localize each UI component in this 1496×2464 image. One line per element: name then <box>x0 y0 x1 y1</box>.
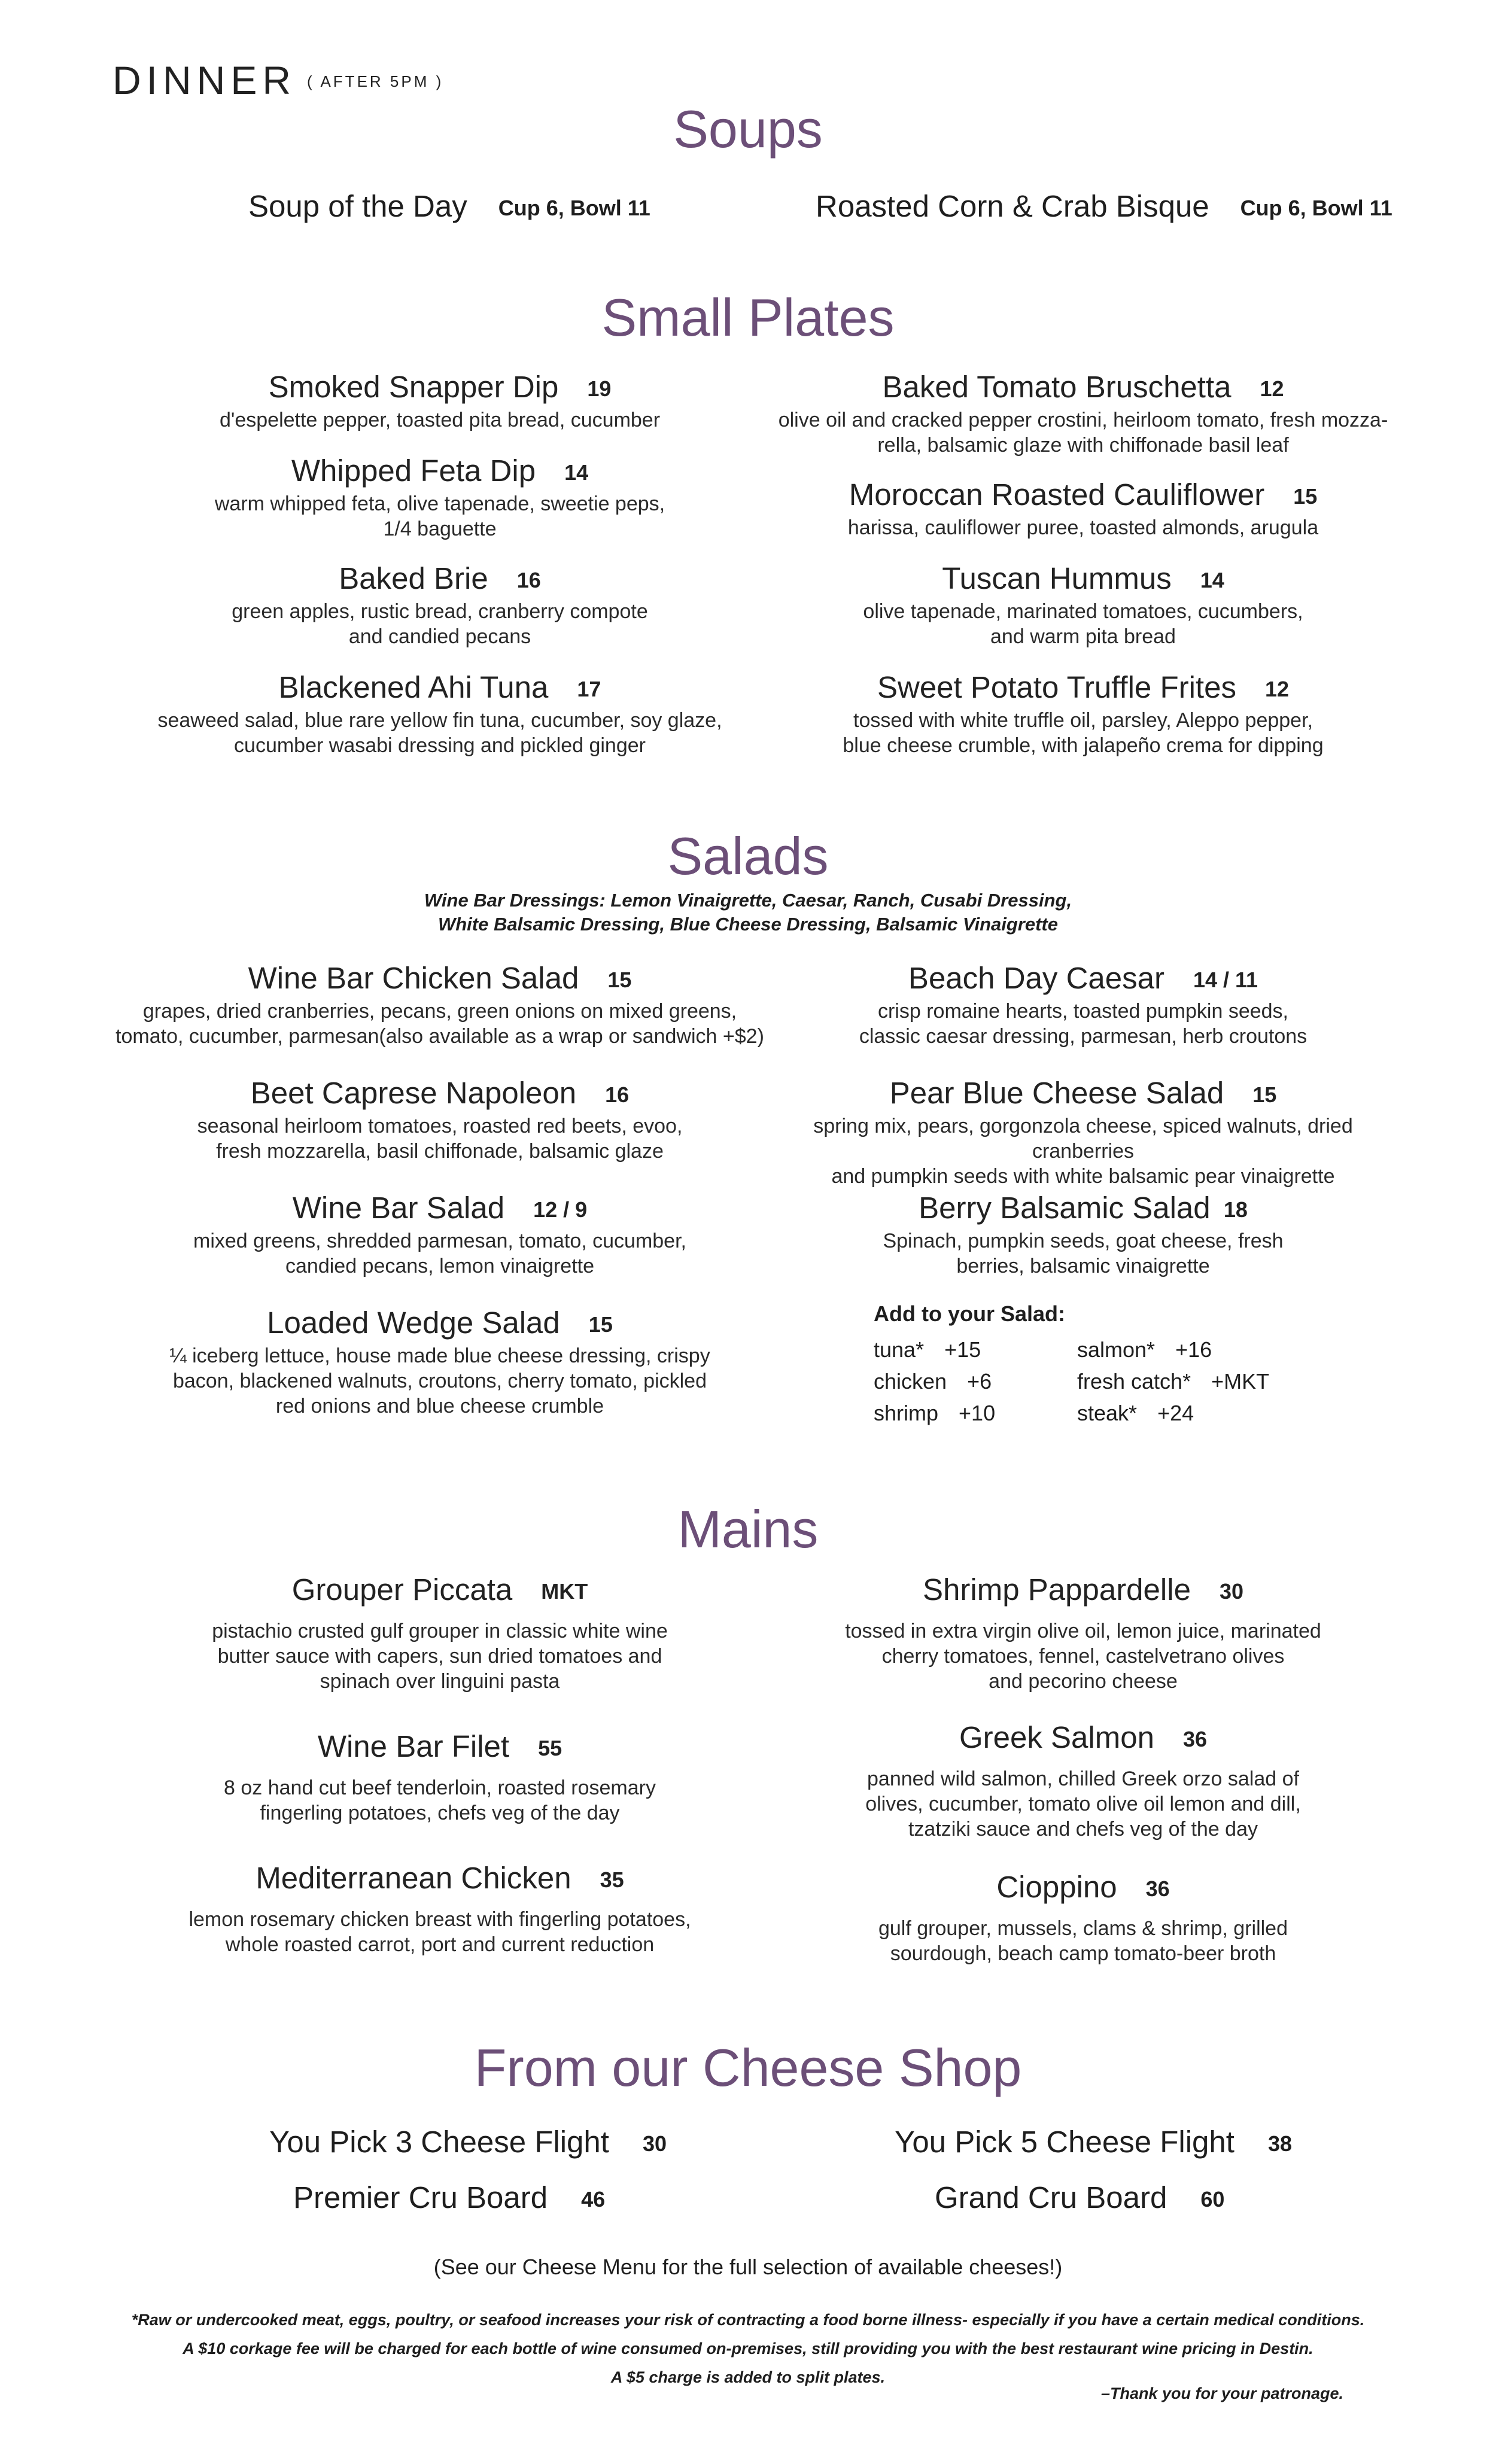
item-name: Tuscan Hummus <box>942 561 1172 595</box>
item-description: mixed greens, shredded parmesan, tomato, cucumber, candied pecans, lemon vinaigrette <box>193 1230 686 1277</box>
item-title <box>760 961 1406 997</box>
item-description: seaweed salad, blue rare yellow fin tuna, cucumber, soy glaze, cucumber wasabi dressing and pickled ginger <box>157 709 722 757</box>
item-name: You Pick 3 Cheese Flight <box>269 2125 609 2159</box>
item-price: 14 <box>564 460 589 485</box>
item-price: MKT <box>541 1579 588 1604</box>
item-price: 19 <box>587 376 612 401</box>
item-title <box>760 477 1406 514</box>
addon-price: +15 <box>944 1337 981 1362</box>
menu-item <box>108 454 772 542</box>
item-name: Baked Tomato Bruschetta <box>882 370 1232 404</box>
menu-item <box>108 561 772 649</box>
item-title <box>108 454 772 490</box>
item-title <box>108 1729 772 1766</box>
item-description: tossed with white truffle oil, parsley, Aleppo pepper, blue cheese crumble, with jalapeño crema for dipping <box>843 709 1324 757</box>
item-name: Beet Caprese Napoleon <box>250 1076 577 1110</box>
item-name: Wine Bar Salad <box>292 1191 505 1225</box>
item-price: 38 <box>1267 2131 1292 2156</box>
item-name: Wine Bar Chicken Salad <box>248 961 579 995</box>
item-name: Cioppino <box>996 1870 1117 1904</box>
item-title <box>108 561 772 598</box>
item-title <box>760 1572 1406 1609</box>
footer-corkage: A $10 corkage fee will be charged for each bottle of wine consumed on-premises, still providing you with the best restaurant wine pricing in Destin. <box>183 2340 1313 2357</box>
menu-item <box>760 961 1406 1049</box>
addon-name: tuna* <box>874 1337 925 1362</box>
item-price: Cup 6, Bowl 11 <box>1240 196 1392 220</box>
menu-subtitle: ( AFTER 5PM ) <box>307 72 444 90</box>
section-title-cheese: From our Cheese Shop <box>474 2038 1022 2097</box>
item-description: olive tapenade, marinated tomatoes, cucumbers, and warm pita bread <box>863 600 1303 648</box>
cheese-item <box>293 2180 605 2215</box>
item-price: 12 / 9 <box>533 1197 588 1222</box>
item-name: Pear Blue Cheese Salad <box>889 1076 1224 1110</box>
addon-price: +16 <box>1175 1337 1212 1362</box>
item-name: Loaded Wedge Salad <box>267 1306 560 1340</box>
item-price: 30 <box>1219 1579 1243 1604</box>
item-title <box>108 1861 772 1897</box>
menu-item <box>108 1306 772 1419</box>
addon-name: shrimp <box>874 1401 939 1425</box>
item-name: Roasted Corn & Crab Bisque <box>816 189 1209 223</box>
item-price: 60 <box>1200 2187 1225 2211</box>
item-description: green apples, rustic bread, cranberry compote and candied pecans <box>232 600 648 648</box>
cheese-item <box>935 2180 1224 2215</box>
addon-name: chicken <box>874 1369 947 1394</box>
item-name: Blackened Ahi Tuna <box>278 670 549 704</box>
item-price: 15 <box>1252 1082 1277 1107</box>
item-title <box>108 1306 772 1342</box>
item-name: Beach Day Caesar <box>908 961 1164 995</box>
menu-item <box>108 670 772 758</box>
item-price: 36 <box>1145 1876 1170 1901</box>
addon-item <box>874 1337 981 1362</box>
item-description: warm whipped feta, olive tapenade, sweetie peps, 1/4 baguette <box>214 492 665 540</box>
item-title <box>108 961 772 997</box>
item-price: 35 <box>600 1867 624 1892</box>
item-description: harissa, cauliflower puree, toasted almonds, arugula <box>847 516 1319 539</box>
item-description: pistachio crusted gulf grouper in classic white wine butter sauce with capers, sun dried tomatoes and spinach over linguini pasta <box>212 1620 668 1693</box>
menu-item <box>760 1076 1406 1189</box>
footer-disclaimer: *Raw or undercooked meat, eggs, poultry, or seafood increases your risk of contracting a food borne illness- especially if you have a certain medical conditions. <box>131 2311 1365 2329</box>
item-title <box>108 370 772 406</box>
section-title-mains: Mains <box>677 1499 819 1559</box>
item-title <box>108 1076 772 1112</box>
item-name: Whipped Feta Dip <box>291 454 536 488</box>
menu-item <box>108 1861 772 1957</box>
addon-name: fresh catch* <box>1077 1369 1191 1394</box>
addon-price: +10 <box>959 1401 996 1425</box>
item-price: 14 <box>1200 568 1224 592</box>
addon-price: +MKT <box>1211 1369 1270 1394</box>
item-title <box>108 670 772 707</box>
item-name: You Pick 5 Cheese Flight <box>895 2125 1234 2159</box>
item-price: 15 <box>1293 484 1318 509</box>
item-description: panned wild salmon, chilled Greek orzo salad of olives, cucumber, tomato olive oil lemon and dill, tzatziki sauce and chefs veg of the day <box>865 1768 1301 1841</box>
item-price: 15 <box>607 968 632 992</box>
item-name: Premier Cru Board <box>293 2180 548 2214</box>
item-description: crisp romaine hearts, toasted pumpkin seeds, classic caesar dressing, parmesan, herb croutons <box>859 1000 1308 1048</box>
item-title <box>760 370 1406 406</box>
item-name: Moroccan Roasted Cauliflower <box>849 477 1265 512</box>
addon-item <box>874 1369 992 1394</box>
menu-item <box>760 477 1406 540</box>
section-title-soups: Soups <box>673 99 823 159</box>
item-title <box>760 670 1406 707</box>
item-title <box>760 1870 1406 1906</box>
menu-item <box>760 670 1406 758</box>
item-name: Shrimp Pappardelle <box>923 1572 1191 1607</box>
menu-item <box>760 370 1406 458</box>
menu-item <box>108 1572 772 1694</box>
item-name: Grouper Piccata <box>291 1572 513 1607</box>
addon-item <box>1077 1369 1269 1394</box>
item-price: 30 <box>642 2131 667 2156</box>
item-name: Smoked Snapper Dip <box>268 370 559 404</box>
item-price: 12 <box>1260 376 1284 401</box>
item-description: ¼ iceberg lettuce, house made blue cheese dressing, crispy bacon, blackened walnuts, croutons, cherry tomato, pickled red onions and blue cheese crumble <box>169 1344 710 1417</box>
menu-title: DINNER <box>112 58 297 102</box>
item-description: olive oil and cracked pepper crostini, heirloom tomato, fresh mozza- rella, balsamic glaze with chiffonade basil leaf <box>778 409 1388 457</box>
item-name: Baked Brie <box>339 561 488 595</box>
item-title <box>760 1191 1406 1227</box>
item-title <box>108 1191 772 1227</box>
item-title <box>760 561 1406 598</box>
item-price: 16 <box>605 1082 630 1107</box>
item-price: 12 <box>1264 677 1290 701</box>
menu-item <box>760 561 1406 649</box>
item-price: 36 <box>1182 1727 1208 1751</box>
addon-item <box>874 1401 995 1426</box>
footer-thanks: –Thank you for your patronage. <box>1100 2384 1343 2402</box>
menu-item <box>108 1729 772 1826</box>
item-price: 14 / 11 <box>1193 968 1258 992</box>
addons-title: Add to your Salad: <box>874 1301 1066 1326</box>
item-price: 18 <box>1223 1197 1248 1222</box>
dressings-line: Wine Bar Dressings: Lemon Vinaigrette, Caesar, Ranch, Cusabi Dressing, <box>424 890 1072 911</box>
item-description: lemon rosemary chicken breast with fingerling potatoes, whole roasted carrot, port and current reduction <box>188 1908 691 1956</box>
menu-item <box>108 370 772 433</box>
menu-item <box>760 1572 1406 1694</box>
item-title <box>760 1076 1406 1112</box>
menu-header <box>112 57 443 103</box>
item-price: Cup 6, Bowl 11 <box>498 196 650 220</box>
soup-item <box>816 188 1392 224</box>
menu-item <box>108 961 772 1049</box>
item-name: Soup of the Day <box>248 189 467 223</box>
menu-item <box>760 1720 1406 1842</box>
addon-name: steak* <box>1077 1401 1138 1425</box>
item-description: grapes, dried cranberries, pecans, green onions on mixed greens, tomato, cucumber, parmesan(also available as a wrap or sandwich +$2) <box>115 1000 764 1048</box>
item-price: 55 <box>538 1736 562 1760</box>
section-title-small-plates: Small Plates <box>601 288 895 347</box>
item-title <box>760 1720 1406 1757</box>
item-name: Mediterranean Chicken <box>256 1861 571 1895</box>
item-description: spring mix, pears, gorgonzola cheese, spiced walnuts, dried cranberries and pumpkin seeds with white balsamic pear vinaigrette <box>813 1115 1353 1188</box>
menu-item <box>108 1191 772 1279</box>
footer-split-plates: A $5 charge is added to split plates. <box>610 2368 886 2386</box>
dressings-line: White Balsamic Dressing, Blue Cheese Dressing, Balsamic Vinaigrette <box>437 914 1058 935</box>
item-name: Berry Balsamic Salad <box>919 1191 1211 1225</box>
soup-item <box>248 188 650 224</box>
item-description: 8 oz hand cut beef tenderloin, roasted rosemary fingerling potatoes, chefs veg of the day <box>224 1776 656 1824</box>
item-name: Grand Cru Board <box>935 2180 1167 2214</box>
addon-price: +6 <box>967 1369 992 1394</box>
item-name: Sweet Potato Truffle Frites <box>877 670 1236 704</box>
cheese-item <box>895 2124 1292 2159</box>
cheese-note: (See our Cheese Menu for the full selection of available cheeses!) <box>433 2255 1063 2279</box>
addon-price: +24 <box>1157 1401 1194 1425</box>
menu-item <box>760 1191 1406 1279</box>
section-title-salads: Salads <box>667 826 829 886</box>
item-description: Spinach, pumpkin seeds, goat cheese, fresh berries, balsamic vinaigrette <box>883 1230 1284 1277</box>
menu-item <box>108 1076 772 1164</box>
menu-item <box>760 1870 1406 1966</box>
addon-item <box>1077 1337 1212 1362</box>
item-name: Wine Bar Filet <box>317 1729 510 1763</box>
item-price: 16 <box>516 568 541 592</box>
addon-item <box>1077 1401 1194 1426</box>
cheese-item <box>269 2124 667 2159</box>
item-description: gulf grouper, mussels, clams & shrimp, grilled sourdough, beach camp tomato-beer broth <box>878 1917 1288 1965</box>
addon-name: salmon* <box>1077 1337 1156 1362</box>
item-name: Greek Salmon <box>959 1720 1154 1754</box>
item-price: 17 <box>577 677 601 701</box>
item-description: tossed in extra virgin olive oil, lemon juice, marinated cherry tomatoes, fennel, castelvetrano olives and pecorino cheese <box>845 1620 1321 1693</box>
item-price: 15 <box>588 1312 613 1337</box>
item-title <box>108 1572 772 1609</box>
item-description: d'espelette pepper, toasted pita bread, cucumber <box>219 409 661 431</box>
item-price: 46 <box>581 2187 606 2211</box>
item-description: seasonal heirloom tomatoes, roasted red beets, evoo, fresh mozzarella, basil chiffonade, balsamic glaze <box>197 1115 683 1163</box>
